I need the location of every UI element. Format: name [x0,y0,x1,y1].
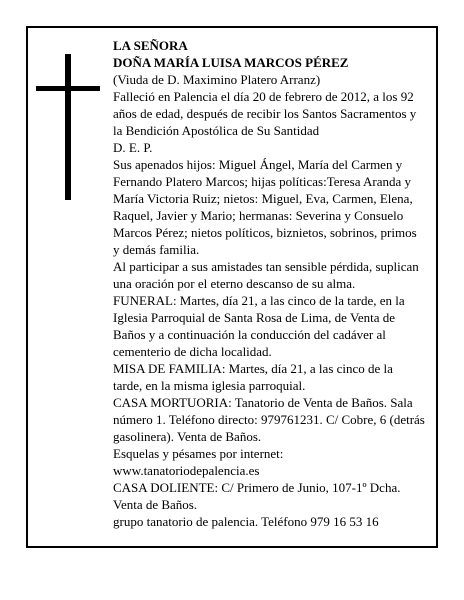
family-mass-details: MISA DE FAMILIA: Martes, día 21, a las cinco de la tarde, en la misma iglesia parroquial. [113,361,393,393]
funeral-home-details: CASA MORTUORIA: Tanatorio de Venta de Baños. Sala número 1. Teléfono directo: 979761231. C/ Cobre, 6 (detrás gasolinera). Venta de Baños. [113,395,425,444]
condolences-url: www.tanatoriodepalencia.es [113,463,260,478]
cross-horizontal-bar [36,86,100,91]
rest-in-peace: D. E. P. [113,140,153,155]
deceased-name: DOÑA MARÍA LUISA MARCOS PÉREZ [113,55,349,70]
obituary-text [113,37,425,530]
cross-icon [36,54,100,200]
condolences-label: Esquelas y pésames por internet: [113,446,284,461]
mourning-house-details: CASA DOLIENTE: C/ Primero de Junio, 107-1º Dcha. Venta de Baños. [113,480,401,512]
cross-vertical-bar [65,54,71,200]
funeral-details: FUNERAL: Martes, día 21, a las cinco de la tarde, en la Iglesia Parroquial de Santa Rosa de Lima, de Venta de Baños y a continuación la conducción del cadáver al cementerio de dicha localidad. [113,293,405,359]
death-details: Falleció en Palencia el día 20 de febrero de 2012, a los 92 años de edad, después de recibir los Santos Sacramentos y la Bendición Apostólica de Su Santidad [113,89,417,138]
title-line-1: LA SEÑORA [113,38,188,53]
prayer-request: Al participar a sus amistades tan sensible pérdida, suplican una oración por el eterno descanso de su alma. [113,259,419,291]
widow-of: (Viuda de D. Maximino Platero Arranz) [113,72,321,87]
family-list: Sus apenados hijos: Miguel Ángel, María del Carmen y Fernando Platero Marcos; hijas políticas:Teresa Aranda y María Victoria Ruiz; nietos: Miguel, Eva, Carmen, Elena, Raquel, Javier y Mario; hermanas: Severina y Consuelo Marcos Pérez; nietos políticos, biznietos, sobrinos, primos y demás familia. [113,157,417,257]
group-contact: grupo tanatorio de palencia. Teléfono 979 16 53 16 [113,514,379,529]
